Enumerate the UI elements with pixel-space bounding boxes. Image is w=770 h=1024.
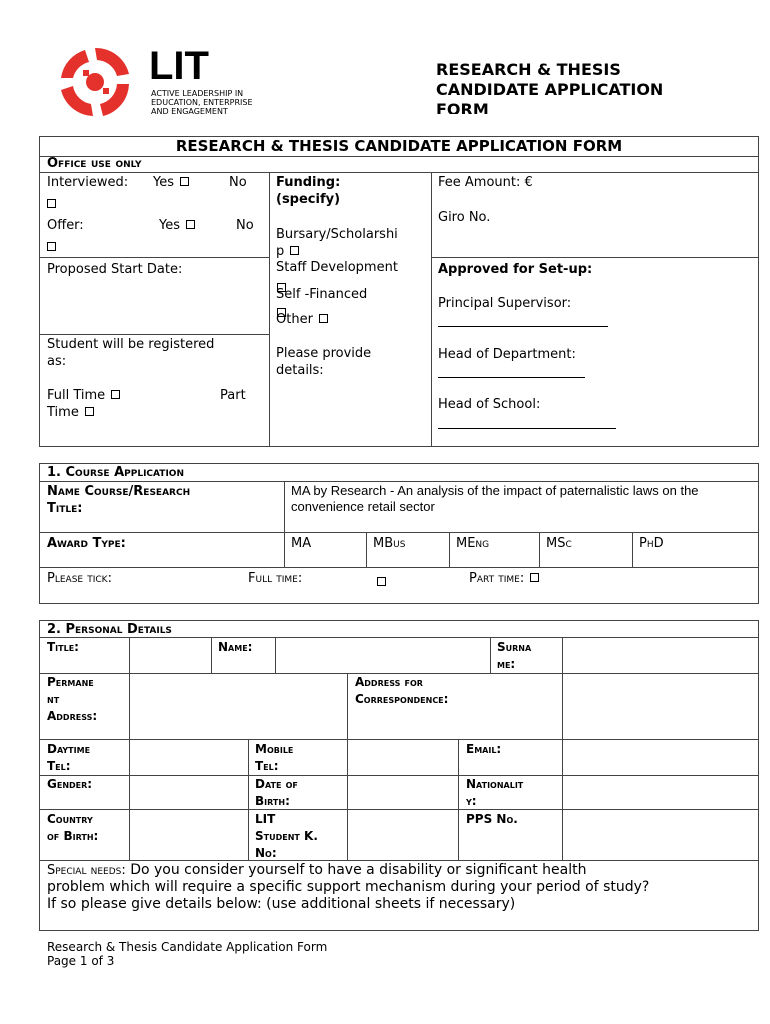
lit-no-line: LIT (255, 812, 276, 826)
part-time-option (469, 570, 539, 587)
award-type-label: Award Type: (47, 536, 126, 551)
dob-line: Birth: (255, 794, 290, 808)
mobile-tel-label (255, 741, 293, 775)
yes-label: Yes (159, 218, 180, 233)
daytime-line: Tel: (47, 759, 71, 773)
award-msc[interactable]: MSc (546, 536, 572, 551)
checkbox[interactable] (111, 390, 120, 399)
special-needs-line (47, 862, 753, 879)
personal-heading: 2. Personal Details (47, 622, 172, 637)
offer-label: Offer: (47, 218, 84, 233)
special-needs-line: If so please give details below: (use additional sheets if necessary) (47, 896, 516, 912)
nationality-line: y: (466, 794, 477, 808)
funding-staff-dev: Staff Development (276, 260, 398, 275)
mobile-line: Tel: (255, 759, 279, 773)
registered-as-label (47, 336, 214, 370)
course-heading: 1. Course Application (47, 465, 184, 480)
page-number: Page 1 of 3 (47, 954, 115, 968)
giro-label: Giro No. (438, 210, 491, 225)
head-school-line[interactable] (438, 428, 616, 429)
registered-line: as: (47, 354, 67, 369)
checkbox[interactable] (47, 242, 56, 251)
course-title-value[interactable]: MA by Research - An analysis of the impact of paternalistic laws on the convenience retail sector (291, 483, 699, 514)
dob-label (255, 776, 298, 810)
lit-no-line: No: (255, 846, 277, 860)
funding-bursary-cont (276, 243, 299, 260)
please-tick-label: Please tick: (47, 571, 112, 586)
country-line: of Birth: (47, 829, 99, 843)
offer-no: No (236, 218, 254, 233)
country-of-birth-label (47, 811, 98, 845)
mobile-line: Mobile (255, 742, 294, 756)
checkbox[interactable] (290, 246, 299, 255)
time-label: Time (47, 405, 79, 420)
office-section (39, 136, 759, 447)
award-mbus[interactable]: MBus (373, 536, 406, 551)
permanent-line: Permane (47, 675, 94, 689)
head-dept-label: Head of Department: (438, 347, 576, 362)
funding-item-text: p (276, 244, 285, 259)
full-time-checkbox[interactable] (377, 577, 386, 586)
interviewed-no: No (229, 175, 247, 190)
course-name-line: Name Course/Research (47, 484, 191, 499)
lit-no-line: Student K. (255, 829, 318, 843)
lit-student-no-label (255, 811, 318, 862)
interviewed-label: Interviewed: (47, 175, 129, 190)
footer-title: Research & Thesis Candidate Application Form (47, 940, 328, 954)
course-name-line: Title: (47, 501, 83, 516)
please-provide-line: details: (276, 363, 324, 378)
full-time-option (47, 387, 120, 404)
gender-label: Gender: (47, 777, 93, 791)
fee-amount-label: Fee Amount: € (438, 175, 533, 190)
logo-tagline-3: AND ENGAGEMENT (151, 107, 228, 116)
logo (55, 44, 265, 120)
interviewed-row (47, 174, 128, 191)
funding-other (276, 311, 328, 328)
office-heading: Office use only (47, 156, 142, 171)
checkbox[interactable] (47, 199, 56, 208)
surname-line: Surna (497, 640, 532, 654)
special-needs-question: Do you consider yourself to have a disability or significant health (125, 862, 587, 878)
full-time-label: Full Time (47, 388, 106, 403)
header-title-line: RESEARCH & THESIS (436, 60, 621, 79)
checkbox[interactable] (186, 220, 195, 229)
country-line: Country (47, 812, 93, 826)
daytime-tel-label (47, 741, 90, 775)
registered-line: Student will be registered (47, 337, 215, 352)
header-title-line: FORM (436, 100, 489, 114)
daytime-line: Daytime (47, 742, 91, 756)
yes-label: Yes (153, 175, 174, 190)
title-label: Title: (47, 640, 79, 654)
surname-label (497, 639, 531, 673)
special-needs-line: problem which will require a specific support mechanism during your period of study? (47, 879, 650, 895)
permanent-line: nt (47, 692, 60, 706)
award-phd[interactable]: PhD (639, 536, 664, 551)
lit-logo-icon (55, 44, 135, 120)
permanent-address-label (47, 674, 97, 725)
head-school-label: Head of School: (438, 397, 541, 412)
funding-line: Funding: (276, 175, 341, 190)
nationality-line: Nationalit (466, 777, 524, 791)
checkbox[interactable] (319, 314, 328, 323)
please-provide (276, 345, 371, 379)
head-dept-line[interactable] (438, 377, 585, 378)
please-provide-line: Please provide (276, 346, 372, 361)
pps-no-label: PPS No. (466, 812, 518, 826)
time-option (47, 404, 94, 421)
offer-yes (159, 217, 195, 234)
interviewed-yes (153, 174, 189, 191)
dob-line: Date of (255, 777, 298, 791)
special-needs-label: Special needs: (47, 863, 126, 878)
nationality-label (466, 776, 523, 810)
form-title: RESEARCH & THESIS CANDIDATE APPLICATION FORM (175, 137, 623, 155)
part-label: Part (220, 388, 246, 403)
part-time-label: Part time: (469, 571, 525, 586)
part-time-checkbox[interactable] (530, 573, 539, 582)
principal-supervisor-label: Principal Supervisor: (438, 296, 572, 311)
funding-item-text: Other (276, 312, 313, 327)
header-title-line: CANDIDATE APPLICATION (436, 80, 664, 99)
award-ma[interactable]: MA (291, 536, 312, 551)
checkbox[interactable] (180, 177, 189, 186)
principal-supervisor-line[interactable] (438, 326, 608, 327)
special-needs-text (47, 862, 753, 913)
full-time-label: Full time: (248, 571, 303, 586)
header-title (436, 60, 736, 114)
name-label: Name: (218, 640, 253, 654)
approved-label: Approved for Set-up: (438, 262, 593, 277)
award-meng[interactable]: MEng (456, 536, 490, 551)
checkbox[interactable] (85, 407, 94, 416)
funding-self: Self -Financed (276, 287, 368, 302)
funding-line: (specify) (276, 192, 341, 207)
funding-label (276, 174, 340, 208)
funding-bursary: Bursary/Scholarshi (276, 227, 398, 242)
surname-line: me: (497, 657, 516, 671)
logo-tagline-2: EDUCATION, ENTERPRISE (151, 98, 253, 107)
logo-tagline-1: ACTIVE LEADERSHIP IN (151, 89, 244, 98)
correspondence-line: Correspondence: (355, 692, 449, 706)
permanent-line: Address: (47, 709, 98, 723)
logo-text: LIT (149, 44, 209, 88)
correspondence-address-label (355, 674, 448, 708)
course-name-label (47, 483, 190, 517)
correspondence-line: Address for (355, 675, 423, 689)
email-label: Email: (466, 742, 502, 756)
proposed-start-label: Proposed Start Date: (47, 262, 183, 277)
